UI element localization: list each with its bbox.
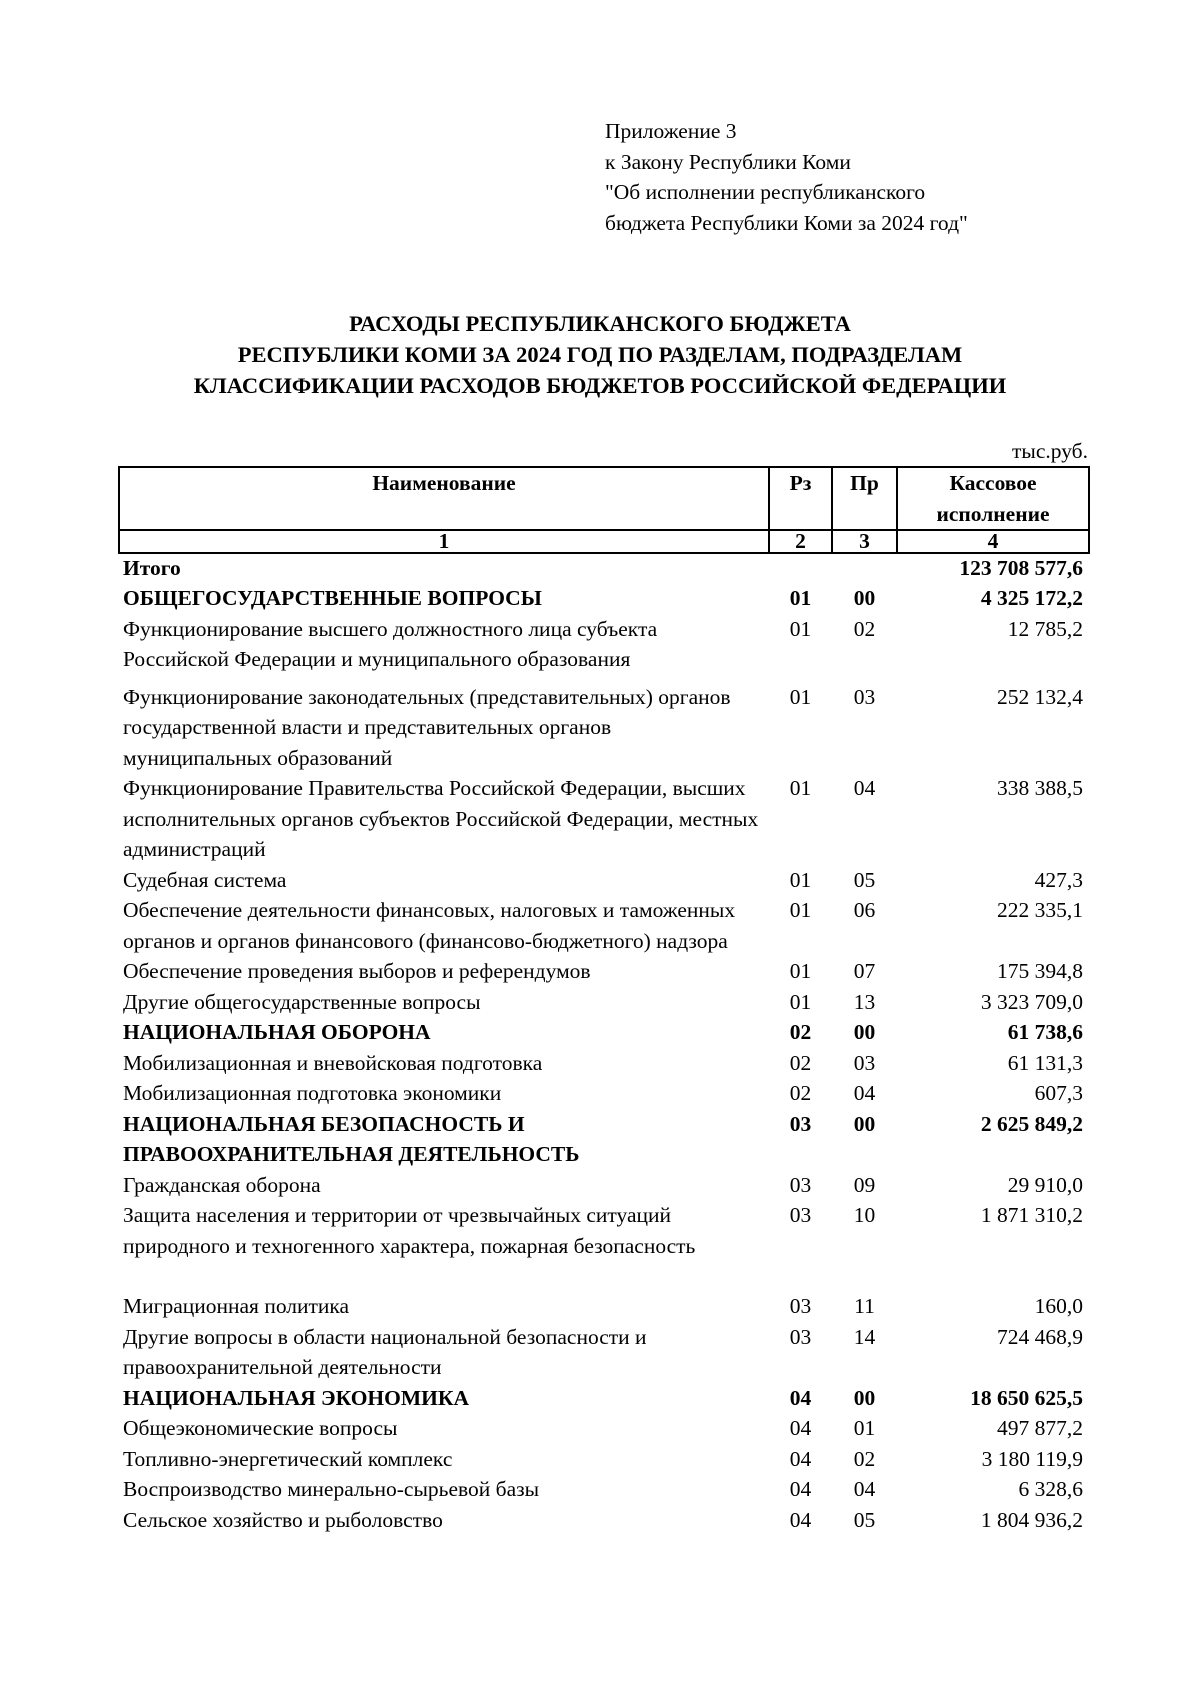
row-name: Гражданская оборона xyxy=(123,1172,321,1197)
row-name: Обеспечение деятельности финансовых, налоговых и таможенных органов и органов финансового (финансово-бюджетного) надзора xyxy=(123,898,736,953)
subsection-row xyxy=(119,1505,1089,1536)
appendix-line: "Об исполнении республиканского xyxy=(605,180,926,204)
row-rz: 02 xyxy=(789,1020,812,1044)
row-pr: 14 xyxy=(853,1324,876,1349)
row-pr: 05 xyxy=(853,867,876,892)
row-sum: 222 335,1 xyxy=(997,898,1083,922)
total-sum: 123 708 577,6 xyxy=(959,556,1083,580)
row-name: Судебная система xyxy=(123,867,287,892)
row-sum: 6 328,6 xyxy=(1018,1477,1083,1501)
row-rz: 04 xyxy=(789,1416,812,1440)
row-pr: 13 xyxy=(853,989,876,1014)
row-sum: 175 394,8 xyxy=(997,959,1083,983)
row-sum: 252 132,4 xyxy=(997,684,1083,709)
row-rz: 04 xyxy=(789,1507,812,1532)
row-rz: 01 xyxy=(789,616,812,641)
appendix-line: Приложение 3 xyxy=(605,119,737,143)
row-rz: 01 xyxy=(789,586,812,610)
subsection-row xyxy=(119,682,1089,774)
subsection-row xyxy=(119,1078,1089,1109)
row-name: Мобилизационная и вневойсковая подготовка xyxy=(123,1050,543,1075)
row-pr: 04 xyxy=(853,1477,876,1501)
row-sum: 29 910,0 xyxy=(1007,1172,1083,1197)
column-number: 4 xyxy=(897,530,1089,553)
subsection-row xyxy=(119,1444,1089,1475)
row-pr: 04 xyxy=(853,1081,876,1105)
row-pr: 11 xyxy=(854,1294,875,1318)
header-rz: Рз xyxy=(769,467,832,530)
row-name: НАЦИОНАЛЬНАЯ ОБОРОНА xyxy=(123,1020,431,1044)
header-name: Наименование xyxy=(119,467,769,530)
row-rz: 02 xyxy=(789,1050,812,1075)
title-line: РЕСПУБЛИКИ КОМИ ЗА 2024 ГОД ПО РАЗДЕЛАМ, ПОДРАЗДЕЛАМ xyxy=(237,342,963,367)
row-sum: 18 650 625,5 xyxy=(970,1385,1083,1410)
subsection-row xyxy=(119,1048,1089,1079)
column-number: 3 xyxy=(832,530,897,553)
row-name: Сельское хозяйство и рыболовство xyxy=(123,1507,443,1532)
row-sum: 338 388,5 xyxy=(997,776,1083,800)
row-pr: 03 xyxy=(853,1050,876,1075)
row-sum: 160,0 xyxy=(1034,1294,1083,1318)
row-sum: 724 468,9 xyxy=(997,1324,1083,1349)
row-pr: 00 xyxy=(853,1385,876,1410)
row-pr: 02 xyxy=(853,616,876,641)
subsection-row xyxy=(119,1322,1089,1383)
subsection-row xyxy=(119,1291,1089,1322)
total-label: Итого xyxy=(123,556,181,580)
row-rz: 02 xyxy=(789,1081,812,1105)
row-name: Топливно-энергетический комплекс xyxy=(123,1446,453,1471)
row-sum: 2 625 849,2 xyxy=(980,1111,1083,1136)
expenditure-table xyxy=(118,466,1090,1535)
header-row xyxy=(119,467,1089,530)
row-rz: 01 xyxy=(789,684,812,709)
row-sum: 497 877,2 xyxy=(997,1416,1083,1440)
row-pr: 10 xyxy=(853,1203,876,1227)
subsection-row xyxy=(119,895,1089,956)
subsection-row xyxy=(119,865,1089,896)
row-pr: 09 xyxy=(853,1172,876,1197)
row-name: Общеэкономические вопросы xyxy=(123,1416,398,1440)
column-number-row xyxy=(119,530,1089,553)
subsection-row xyxy=(119,1170,1089,1201)
row-pr: 00 xyxy=(853,586,876,610)
row-sum: 4 325 172,2 xyxy=(980,586,1083,610)
row-pr: 04 xyxy=(853,776,876,800)
subsection-row xyxy=(119,773,1089,865)
row-name: Защита населения и территории от чрезвычайных ситуаций природного и техногенного характера, пожарная безопасность xyxy=(123,1203,696,1258)
row-pr: 02 xyxy=(853,1446,876,1471)
row-pr: 05 xyxy=(853,1507,876,1532)
row-name: Обеспечение проведения выборов и референдумов xyxy=(123,959,591,983)
column-number: 2 xyxy=(769,530,832,553)
row-pr: 00 xyxy=(853,1020,876,1044)
section-row xyxy=(119,1383,1089,1414)
row-sum: 607,3 xyxy=(1034,1081,1083,1105)
row-sum: 3 323 709,0 xyxy=(980,989,1083,1014)
row-rz: 03 xyxy=(789,1203,812,1227)
header-pr: Пр xyxy=(832,467,897,530)
row-rz: 04 xyxy=(789,1477,812,1501)
table-body xyxy=(119,553,1089,1535)
row-pr: 01 xyxy=(853,1416,876,1440)
row-rz: 03 xyxy=(789,1324,812,1349)
total-rz xyxy=(769,553,832,583)
row-rz: 03 xyxy=(789,1111,812,1136)
row-rz: 01 xyxy=(789,867,812,892)
row-sum: 1 871 310,2 xyxy=(980,1203,1083,1227)
row-name: Функционирование Правительства Российской Федерации, высших исполнительных органов субъектов Российской Федерации, местных администраций xyxy=(123,776,759,861)
row-name: Другие вопросы в области национальной безопасности и правоохранительной деятельности xyxy=(123,1324,647,1379)
row-rz: 04 xyxy=(789,1385,812,1410)
title-line: РАСХОДЫ РЕСПУБЛИКАНСКОГО БЮДЖЕТА xyxy=(349,311,851,336)
subsection-row xyxy=(119,1200,1089,1291)
appendix-line: бюджета Республики Коми за 2024 год" xyxy=(605,210,968,235)
row-name: Функционирование законодательных (представительных) органов государственной власти и представительных органов муниципальных образований xyxy=(123,684,731,770)
row-sum: 1 804 936,2 xyxy=(980,1507,1083,1532)
title-line: КЛАССИФИКАЦИИ РАСХОДОВ БЮДЖЕТОВ РОССИЙСКОЙ ФЕДЕРАЦИИ xyxy=(193,373,1007,398)
row-name: НАЦИОНАЛЬНАЯ БЕЗОПАСНОСТЬ И ПРАВООХРАНИТЕЛЬНАЯ ДЕЯТЕЛЬНОСТЬ xyxy=(123,1111,580,1166)
subsection-row xyxy=(119,1474,1089,1505)
total-row xyxy=(119,553,1089,583)
header-sum-line: исполнение xyxy=(936,501,1050,526)
row-sum: 61 738,6 xyxy=(1007,1020,1083,1044)
column-number: 1 xyxy=(119,530,769,553)
appendix-note xyxy=(605,116,968,238)
row-name: Другие общегосударственные вопросы xyxy=(123,989,481,1014)
row-name: Воспроизводство минерально-сырьевой базы xyxy=(123,1477,540,1501)
section-row xyxy=(119,1017,1089,1048)
row-pr: 03 xyxy=(853,684,876,709)
subsection-row xyxy=(119,956,1089,987)
row-pr: 06 xyxy=(853,898,876,922)
row-rz: 01 xyxy=(789,989,812,1014)
row-sum: 61 131,3 xyxy=(1007,1050,1083,1075)
row-sum: 3 180 119,9 xyxy=(981,1446,1083,1471)
header-sum-line: Кассовое xyxy=(949,471,1037,495)
row-rz: 01 xyxy=(789,776,812,800)
row-rz: 01 xyxy=(789,959,812,983)
row-name: Функционирование высшего должностного лица субъекта Российской Федерации и муниципального образования xyxy=(123,616,658,671)
header-sum xyxy=(897,467,1089,530)
row-sum: 12 785,2 xyxy=(1007,616,1083,641)
units-label: тыс.руб. xyxy=(1011,439,1088,463)
table-header xyxy=(119,467,1089,553)
row-name: Мобилизационная подготовка экономики xyxy=(123,1081,502,1105)
subsection-row xyxy=(119,987,1089,1018)
row-name: НАЦИОНАЛЬНАЯ ЭКОНОМИКА xyxy=(123,1385,469,1410)
subsection-row xyxy=(119,614,1089,682)
appendix-line: к Закону Республики Коми xyxy=(605,149,851,174)
row-name: Миграционная политика xyxy=(123,1294,350,1318)
total-pr xyxy=(832,553,897,583)
row-rz: 03 xyxy=(789,1172,812,1197)
section-row xyxy=(119,583,1089,614)
row-name: ОБЩЕГОСУДАРСТВЕННЫЕ ВОПРОСЫ xyxy=(123,586,542,610)
document-title xyxy=(0,308,1200,401)
row-rz: 04 xyxy=(789,1446,812,1471)
row-pr: 00 xyxy=(853,1111,876,1136)
row-rz: 01 xyxy=(789,898,812,922)
row-rz: 03 xyxy=(789,1294,812,1318)
section-row xyxy=(119,1109,1089,1170)
row-pr: 07 xyxy=(853,959,876,983)
subsection-row xyxy=(119,1413,1089,1444)
row-sum: 427,3 xyxy=(1034,867,1083,892)
